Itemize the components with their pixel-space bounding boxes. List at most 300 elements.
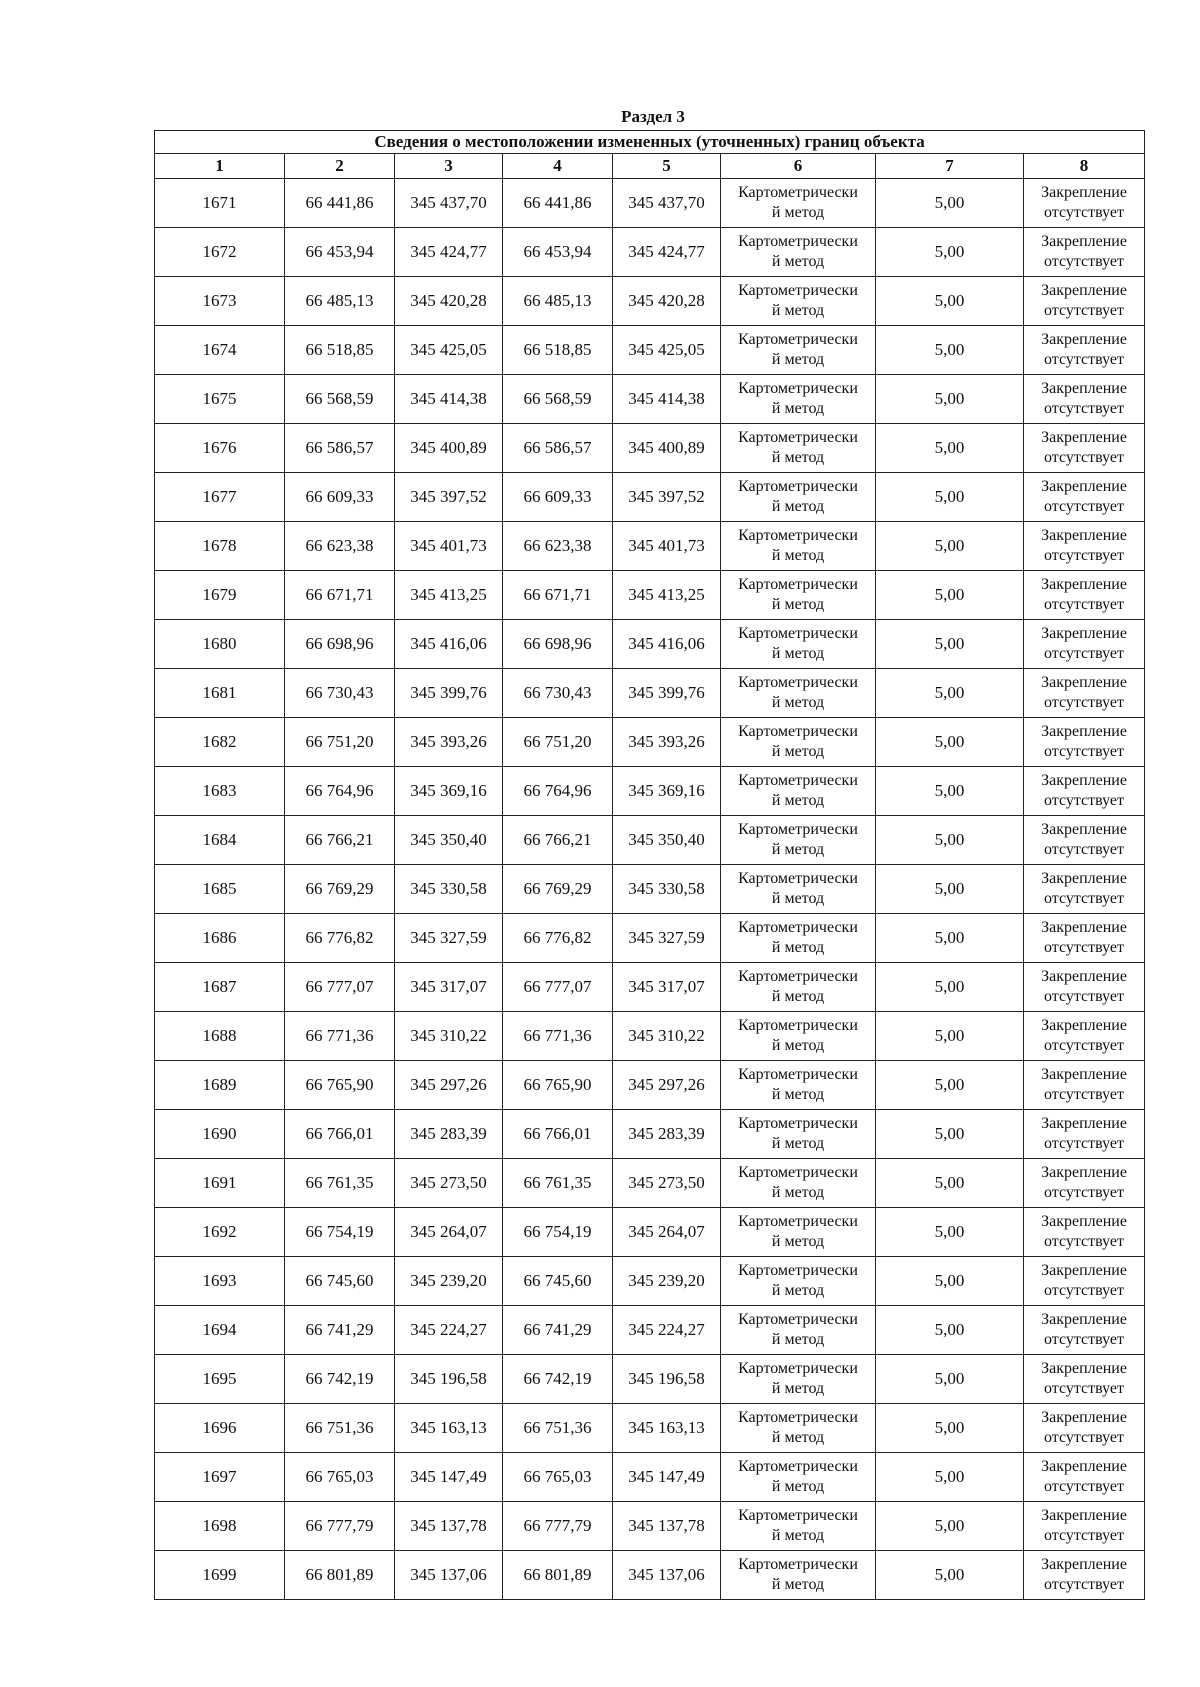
method-line: Картометрически: [738, 968, 858, 985]
y-existing-cell: 345 397,52: [395, 473, 503, 522]
method-line: й метод: [771, 743, 825, 760]
fixing-description-cell: [1024, 1257, 1145, 1306]
x-refined-cell: 66 745,60: [503, 1257, 613, 1306]
table-row: [155, 1306, 1145, 1355]
method-line: й метод: [771, 498, 825, 515]
accuracy-cell: 5,00: [876, 1012, 1024, 1061]
fixing-line: Закрепление: [1041, 380, 1127, 397]
x-existing-cell: 66 518,85: [285, 326, 395, 375]
method-line: Картометрически: [738, 870, 858, 887]
fixing-line: Закрепление: [1041, 625, 1127, 642]
fixing-line: Закрепление: [1041, 1164, 1127, 1181]
fixing-line: Закрепление: [1041, 1066, 1127, 1083]
y-refined-cell: 345 239,20: [613, 1257, 721, 1306]
accuracy-cell: 5,00: [876, 914, 1024, 963]
x-existing-cell: 66 764,96: [285, 767, 395, 816]
method-line: Картометрически: [738, 1458, 858, 1475]
point-number-cell: 1672: [155, 228, 285, 277]
table-row: [155, 1453, 1145, 1502]
x-refined-cell: 66 769,29: [503, 865, 613, 914]
y-refined-cell: 345 273,50: [613, 1159, 721, 1208]
accuracy-cell: 5,00: [876, 1453, 1024, 1502]
x-refined-cell: 66 741,29: [503, 1306, 613, 1355]
accuracy-cell: 5,00: [876, 571, 1024, 620]
accuracy-cell: 5,00: [876, 1551, 1024, 1600]
method-line: й метод: [771, 204, 825, 221]
fixing-description-cell: [1024, 424, 1145, 473]
fixing-line: отсутствует: [1043, 596, 1125, 613]
method-cell: [721, 1355, 876, 1404]
fixing-line: отсутствует: [1043, 253, 1125, 270]
x-refined-cell: 66 698,96: [503, 620, 613, 669]
method-line: Картометрически: [738, 1507, 858, 1524]
y-refined-cell: 345 350,40: [613, 816, 721, 865]
method-line: Картометрически: [738, 821, 858, 838]
fixing-line: Закрепление: [1041, 1017, 1127, 1034]
table-row: [155, 1110, 1145, 1159]
method-cell: [721, 1061, 876, 1110]
method-line: Картометрически: [738, 1311, 858, 1328]
accuracy-cell: 5,00: [876, 767, 1024, 816]
boundary-coordinates-table: [154, 130, 1145, 1600]
point-number-cell: 1690: [155, 1110, 285, 1159]
point-number-cell: 1693: [155, 1257, 285, 1306]
x-existing-cell: 66 730,43: [285, 669, 395, 718]
method-cell: [721, 1404, 876, 1453]
point-number-cell: 1688: [155, 1012, 285, 1061]
x-refined-cell: 66 761,35: [503, 1159, 613, 1208]
method-line: Картометрически: [738, 380, 858, 397]
method-cell: [721, 620, 876, 669]
fixing-line: Закрепление: [1041, 478, 1127, 495]
method-cell: [721, 228, 876, 277]
accuracy-cell: 5,00: [876, 1159, 1024, 1208]
y-refined-cell: 345 163,13: [613, 1404, 721, 1453]
accuracy-cell: 5,00: [876, 424, 1024, 473]
x-refined-cell: 66 441,86: [503, 179, 613, 228]
table-row: [155, 1257, 1145, 1306]
method-line: й метод: [771, 890, 825, 907]
fixing-description-cell: [1024, 865, 1145, 914]
accuracy-cell: 5,00: [876, 179, 1024, 228]
column-number: 8: [1024, 154, 1145, 179]
method-line: Картометрически: [738, 331, 858, 348]
fixing-line: Закрепление: [1041, 331, 1127, 348]
table-row: [155, 179, 1145, 228]
point-number-cell: 1675: [155, 375, 285, 424]
column-number: 7: [876, 154, 1024, 179]
y-refined-cell: 345 400,89: [613, 424, 721, 473]
method-line: й метод: [771, 400, 825, 417]
method-line: Картометрически: [738, 1115, 858, 1132]
x-existing-cell: 66 771,36: [285, 1012, 395, 1061]
point-number-cell: 1699: [155, 1551, 285, 1600]
fixing-description-cell: [1024, 277, 1145, 326]
x-refined-cell: 66 754,19: [503, 1208, 613, 1257]
method-line: Картометрически: [738, 429, 858, 446]
y-existing-cell: 345 437,70: [395, 179, 503, 228]
table-row: [155, 1159, 1145, 1208]
accuracy-cell: 5,00: [876, 1355, 1024, 1404]
fixing-line: Закрепление: [1041, 1556, 1127, 1573]
y-refined-cell: 345 310,22: [613, 1012, 721, 1061]
method-line: Картометрически: [738, 674, 858, 691]
fixing-line: отсутствует: [1043, 841, 1125, 858]
table-row: [155, 1502, 1145, 1551]
table-row: [155, 228, 1145, 277]
fixing-line: отсутствует: [1043, 1135, 1125, 1152]
y-refined-cell: 345 317,07: [613, 963, 721, 1012]
method-line: Картометрически: [738, 919, 858, 936]
method-cell: [721, 816, 876, 865]
x-existing-cell: 66 745,60: [285, 1257, 395, 1306]
fixing-description-cell: [1024, 1012, 1145, 1061]
table-row: [155, 1208, 1145, 1257]
accuracy-cell: 5,00: [876, 522, 1024, 571]
section-title: Раздел 3: [621, 107, 685, 126]
x-existing-cell: 66 586,57: [285, 424, 395, 473]
x-refined-cell: 66 777,07: [503, 963, 613, 1012]
method-line: й метод: [771, 1576, 825, 1593]
y-refined-cell: 345 414,38: [613, 375, 721, 424]
x-existing-cell: 66 766,21: [285, 816, 395, 865]
x-existing-cell: 66 776,82: [285, 914, 395, 963]
method-cell: [721, 914, 876, 963]
fixing-line: Закрепление: [1041, 1262, 1127, 1279]
fixing-description-cell: [1024, 326, 1145, 375]
fixing-description-cell: [1024, 1502, 1145, 1551]
method-line: й метод: [771, 1282, 825, 1299]
accuracy-cell: 5,00: [876, 228, 1024, 277]
x-existing-cell: 66 453,94: [285, 228, 395, 277]
column-number: 6: [721, 154, 876, 179]
table-row: [155, 424, 1145, 473]
y-refined-cell: 345 196,58: [613, 1355, 721, 1404]
point-number-cell: 1684: [155, 816, 285, 865]
point-number-cell: 1698: [155, 1502, 285, 1551]
fixing-line: Закрепление: [1041, 1458, 1127, 1475]
column-number: 3: [395, 154, 503, 179]
fixing-description-cell: [1024, 179, 1145, 228]
y-refined-cell: 345 224,27: [613, 1306, 721, 1355]
method-line: й метод: [771, 1233, 825, 1250]
x-refined-cell: 66 777,79: [503, 1502, 613, 1551]
point-number-cell: 1691: [155, 1159, 285, 1208]
x-refined-cell: 66 609,33: [503, 473, 613, 522]
fixing-line: отсутствует: [1043, 988, 1125, 1005]
x-existing-cell: 66 741,29: [285, 1306, 395, 1355]
point-number-cell: 1671: [155, 179, 285, 228]
x-refined-cell: 66 751,20: [503, 718, 613, 767]
method-line: й метод: [771, 547, 825, 564]
fixing-line: отсутствует: [1043, 498, 1125, 515]
fixing-description-cell: [1024, 1453, 1145, 1502]
x-refined-cell: 66 801,89: [503, 1551, 613, 1600]
x-refined-cell: 66 766,21: [503, 816, 613, 865]
y-refined-cell: 345 137,78: [613, 1502, 721, 1551]
method-line: Картометрически: [738, 625, 858, 642]
table-row: [155, 522, 1145, 571]
method-cell: [721, 326, 876, 375]
x-refined-cell: 66 776,82: [503, 914, 613, 963]
x-existing-cell: 66 698,96: [285, 620, 395, 669]
fixing-line: отсутствует: [1043, 645, 1125, 662]
fixing-description-cell: [1024, 522, 1145, 571]
method-line: й метод: [771, 1331, 825, 1348]
method-line: Картометрически: [738, 233, 858, 250]
fixing-line: отсутствует: [1043, 547, 1125, 564]
accuracy-cell: 5,00: [876, 1061, 1024, 1110]
fixing-line: отсутствует: [1043, 1037, 1125, 1054]
x-refined-cell: 66 765,03: [503, 1453, 613, 1502]
x-existing-cell: 66 568,59: [285, 375, 395, 424]
y-refined-cell: 345 424,77: [613, 228, 721, 277]
method-cell: [721, 1306, 876, 1355]
y-existing-cell: 345 414,38: [395, 375, 503, 424]
fixing-line: отсутствует: [1043, 1184, 1125, 1201]
fixing-description-cell: [1024, 1061, 1145, 1110]
y-existing-cell: 345 283,39: [395, 1110, 503, 1159]
point-number-cell: 1678: [155, 522, 285, 571]
table-row: [155, 277, 1145, 326]
fixing-line: отсутствует: [1043, 1429, 1125, 1446]
column-number: 5: [613, 154, 721, 179]
table-row: [155, 669, 1145, 718]
method-cell: [721, 375, 876, 424]
fixing-line: Закрепление: [1041, 282, 1127, 299]
accuracy-cell: 5,00: [876, 865, 1024, 914]
y-refined-cell: 345 393,26: [613, 718, 721, 767]
fixing-description-cell: [1024, 375, 1145, 424]
accuracy-cell: 5,00: [876, 375, 1024, 424]
x-existing-cell: 66 751,20: [285, 718, 395, 767]
method-cell: [721, 669, 876, 718]
method-line: й метод: [771, 1478, 825, 1495]
point-number-cell: 1694: [155, 1306, 285, 1355]
fixing-line: отсутствует: [1043, 400, 1125, 417]
column-number-row: [155, 154, 1145, 179]
y-refined-cell: 345 399,76: [613, 669, 721, 718]
fixing-description-cell: [1024, 767, 1145, 816]
y-existing-cell: 345 163,13: [395, 1404, 503, 1453]
x-refined-cell: 66 766,01: [503, 1110, 613, 1159]
method-line: й метод: [771, 694, 825, 711]
fixing-line: отсутствует: [1043, 1086, 1125, 1103]
fixing-line: Закрепление: [1041, 919, 1127, 936]
method-line: й метод: [771, 351, 825, 368]
fixing-line: отсутствует: [1043, 302, 1125, 319]
accuracy-cell: 5,00: [876, 473, 1024, 522]
method-cell: [721, 1453, 876, 1502]
y-existing-cell: 345 413,25: [395, 571, 503, 620]
method-cell: [721, 1110, 876, 1159]
accuracy-cell: 5,00: [876, 1306, 1024, 1355]
x-refined-cell: 66 623,38: [503, 522, 613, 571]
point-number-cell: 1674: [155, 326, 285, 375]
fixing-line: Закрепление: [1041, 527, 1127, 544]
table-row: [155, 375, 1145, 424]
y-refined-cell: 345 401,73: [613, 522, 721, 571]
x-existing-cell: 66 801,89: [285, 1551, 395, 1600]
method-line: й метод: [771, 449, 825, 466]
point-number-cell: 1677: [155, 473, 285, 522]
fixing-description-cell: [1024, 571, 1145, 620]
fixing-description-cell: [1024, 963, 1145, 1012]
method-line: й метод: [771, 1380, 825, 1397]
y-existing-cell: 345 310,22: [395, 1012, 503, 1061]
fixing-line: Закрепление: [1041, 1213, 1127, 1230]
point-number-cell: 1680: [155, 620, 285, 669]
method-line: й метод: [771, 253, 825, 270]
fixing-line: отсутствует: [1043, 694, 1125, 711]
table-row: [155, 1551, 1145, 1600]
fixing-line: Закрепление: [1041, 870, 1127, 887]
y-refined-cell: 345 147,49: [613, 1453, 721, 1502]
method-cell: [721, 522, 876, 571]
y-existing-cell: 345 330,58: [395, 865, 503, 914]
method-line: Картометрически: [738, 1017, 858, 1034]
method-line: й метод: [771, 1037, 825, 1054]
fixing-line: отсутствует: [1043, 1380, 1125, 1397]
fixing-line: отсутствует: [1043, 939, 1125, 956]
accuracy-cell: 5,00: [876, 718, 1024, 767]
x-refined-cell: 66 518,85: [503, 326, 613, 375]
fixing-description-cell: [1024, 1551, 1145, 1600]
method-cell: [721, 1159, 876, 1208]
fixing-line: Закрепление: [1041, 821, 1127, 838]
y-existing-cell: 345 137,78: [395, 1502, 503, 1551]
column-number: 1: [155, 154, 285, 179]
fixing-description-cell: [1024, 1306, 1145, 1355]
x-refined-cell: 66 751,36: [503, 1404, 613, 1453]
method-cell: [721, 767, 876, 816]
x-refined-cell: 66 730,43: [503, 669, 613, 718]
table-row: [155, 865, 1145, 914]
x-existing-cell: 66 766,01: [285, 1110, 395, 1159]
point-number-cell: 1686: [155, 914, 285, 963]
method-cell: [721, 473, 876, 522]
table-row: [155, 816, 1145, 865]
table-row: [155, 326, 1145, 375]
method-cell: [721, 865, 876, 914]
accuracy-cell: 5,00: [876, 326, 1024, 375]
table-row: [155, 914, 1145, 963]
fixing-line: отсутствует: [1043, 1576, 1125, 1593]
x-existing-cell: 66 671,71: [285, 571, 395, 620]
fixing-line: отсутствует: [1043, 1282, 1125, 1299]
method-cell: [721, 277, 876, 326]
y-refined-cell: 345 327,59: [613, 914, 721, 963]
y-refined-cell: 345 420,28: [613, 277, 721, 326]
method-cell: [721, 1502, 876, 1551]
accuracy-cell: 5,00: [876, 1257, 1024, 1306]
point-number-cell: 1687: [155, 963, 285, 1012]
y-existing-cell: 345 327,59: [395, 914, 503, 963]
fixing-description-cell: [1024, 1355, 1145, 1404]
accuracy-cell: 5,00: [876, 816, 1024, 865]
x-existing-cell: 66 623,38: [285, 522, 395, 571]
y-refined-cell: 345 137,06: [613, 1551, 721, 1600]
method-line: Картометрически: [738, 1360, 858, 1377]
accuracy-cell: 5,00: [876, 1110, 1024, 1159]
column-number: 2: [285, 154, 395, 179]
fixing-description-cell: [1024, 718, 1145, 767]
point-number-cell: 1681: [155, 669, 285, 718]
fixing-line: Закрепление: [1041, 1409, 1127, 1426]
y-existing-cell: 345 297,26: [395, 1061, 503, 1110]
fixing-description-cell: [1024, 816, 1145, 865]
method-cell: [721, 571, 876, 620]
column-number: 4: [503, 154, 613, 179]
method-line: й метод: [771, 1086, 825, 1103]
point-number-cell: 1685: [155, 865, 285, 914]
y-existing-cell: 345 420,28: [395, 277, 503, 326]
fixing-description-cell: [1024, 1159, 1145, 1208]
y-existing-cell: 345 239,20: [395, 1257, 503, 1306]
fixing-description-cell: [1024, 1208, 1145, 1257]
y-refined-cell: 345 416,06: [613, 620, 721, 669]
fixing-line: отсутствует: [1043, 743, 1125, 760]
point-number-cell: 1696: [155, 1404, 285, 1453]
table-row: [155, 767, 1145, 816]
fixing-line: Закрепление: [1041, 1507, 1127, 1524]
accuracy-cell: 5,00: [876, 1502, 1024, 1551]
fixing-line: отсутствует: [1043, 890, 1125, 907]
method-line: й метод: [771, 645, 825, 662]
method-cell: [721, 718, 876, 767]
method-line: Картометрически: [738, 478, 858, 495]
y-refined-cell: 345 369,16: [613, 767, 721, 816]
method-cell: [721, 1551, 876, 1600]
method-line: й метод: [771, 988, 825, 1005]
method-cell: [721, 963, 876, 1012]
method-cell: [721, 1012, 876, 1061]
point-number-cell: 1697: [155, 1453, 285, 1502]
y-existing-cell: 345 425,05: [395, 326, 503, 375]
point-number-cell: 1692: [155, 1208, 285, 1257]
method-line: й метод: [771, 939, 825, 956]
point-number-cell: 1679: [155, 571, 285, 620]
accuracy-cell: 5,00: [876, 277, 1024, 326]
method-cell: [721, 179, 876, 228]
fixing-line: отсутствует: [1043, 204, 1125, 221]
method-line: Картометрически: [738, 772, 858, 789]
x-existing-cell: 66 609,33: [285, 473, 395, 522]
method-line: Картометрически: [738, 282, 858, 299]
y-existing-cell: 345 401,73: [395, 522, 503, 571]
x-refined-cell: 66 671,71: [503, 571, 613, 620]
x-refined-cell: 66 771,36: [503, 1012, 613, 1061]
x-existing-cell: 66 765,90: [285, 1061, 395, 1110]
method-line: й метод: [771, 1429, 825, 1446]
table-row: [155, 1061, 1145, 1110]
table-row: [155, 571, 1145, 620]
method-line: й метод: [771, 596, 825, 613]
method-line: й метод: [771, 792, 825, 809]
y-refined-cell: 345 283,39: [613, 1110, 721, 1159]
table-row: [155, 1012, 1145, 1061]
method-line: й метод: [771, 1527, 825, 1544]
x-existing-cell: 66 754,19: [285, 1208, 395, 1257]
method-line: й метод: [771, 841, 825, 858]
y-existing-cell: 345 147,49: [395, 1453, 503, 1502]
method-cell: [721, 424, 876, 473]
x-refined-cell: 66 568,59: [503, 375, 613, 424]
table-row: [155, 1355, 1145, 1404]
table-row: [155, 1404, 1145, 1453]
y-existing-cell: 345 393,26: [395, 718, 503, 767]
method-line: Картометрически: [738, 576, 858, 593]
